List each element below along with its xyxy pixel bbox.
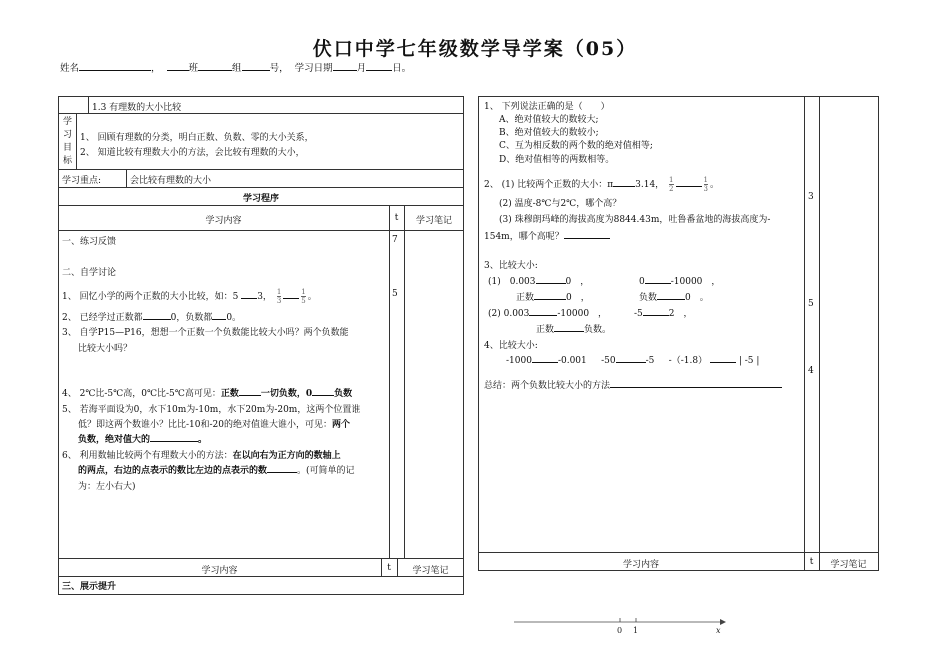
question-2 (62, 310, 241, 323)
question-5-line-2 (78, 417, 350, 430)
day-label: 日。 (392, 63, 412, 74)
problem-4-text: -50 (601, 356, 616, 366)
question-2-mid: 0，负数都 (170, 313, 213, 323)
problem-3-text: -5 (634, 309, 643, 319)
problem-2-part-3-cont (484, 229, 610, 242)
month-blank[interactable] (333, 60, 357, 71)
option-c: C、互为相反数的两个数的绝对值相等; (499, 141, 653, 151)
summary-text: 总结：两个负数比较大小的方法 (484, 381, 611, 391)
month-label: 月 (356, 63, 367, 74)
time-value: 7 (392, 235, 398, 245)
problem-2-part-1 (484, 176, 719, 193)
problem-4-text: -0.001 (557, 356, 587, 366)
answer-blank[interactable] (143, 310, 171, 320)
question-4-bold: 一切负数，0 (260, 389, 313, 399)
question-4-bold: 正数 (220, 389, 239, 399)
answer-blank[interactable] (283, 289, 299, 299)
question-1-end: 。 (307, 292, 317, 302)
question-5-bold: 负数，绝对值大的 (78, 435, 151, 445)
day-blank[interactable] (366, 60, 392, 71)
objective-2: 2、 知道比较有理数大小的方法，会比较有理数的大小， (80, 148, 305, 158)
answer-blank[interactable] (613, 177, 635, 187)
question-2-end: 0。 (226, 313, 242, 323)
problem-2-text: 154m，哪个高呢？ (484, 232, 564, 242)
number-line-zero-label: 0 (617, 626, 623, 635)
answer-blank[interactable] (532, 353, 558, 363)
time-value: 5 (808, 299, 814, 309)
question-2-text: 2、 已经学过正数都 (62, 313, 143, 323)
problem-3-text: 负数。 (584, 325, 612, 335)
bottom-header-content: 学习内容 (622, 560, 659, 570)
fraction: $\frac{1}{3}$ (703, 176, 708, 193)
fraction: $\frac{1}{2}$ (669, 176, 674, 193)
key-point-label: 学习重点: (62, 176, 102, 186)
answer-blank[interactable] (616, 353, 646, 363)
class-blank[interactable] (167, 60, 189, 71)
section-practice-feedback: 一、练习反馈 (62, 237, 117, 247)
bottom-header-t: t (809, 557, 814, 567)
question-6-text: 。(可简单的记 (297, 466, 355, 476)
question-6-bold: 在以向右为正方向的数轴上 (232, 451, 341, 461)
problem-1: 1、 下列说法正确的是（ ） (484, 102, 610, 112)
answer-blank[interactable] (710, 353, 736, 363)
question-6-text: 6、 利用数轴比较两个有理数大小的方法： (62, 451, 233, 461)
answer-blank[interactable] (534, 290, 566, 300)
answer-blank[interactable] (267, 463, 297, 473)
question-4 (62, 386, 352, 399)
problem-3-row (488, 306, 607, 319)
answer-blank[interactable] (150, 432, 198, 442)
option-b: B、绝对值较大的数较小; (499, 128, 599, 138)
objectives-label-char: 学 (63, 117, 73, 127)
problem-2-text: 2、 (1) 比较两个正数的大小：π (484, 180, 614, 190)
problem-3-row (634, 306, 693, 319)
answer-blank[interactable] (676, 177, 702, 187)
problem-4-text: -1000 (506, 356, 532, 366)
question-6-line-3: 为：左小右大) (78, 482, 136, 492)
problem-3-row (488, 274, 589, 287)
number-label: 号， (269, 63, 289, 74)
question-4-text: 4、 2℃比-5℃高，0℃比-5℃高可见： (62, 389, 221, 399)
problem-3-text: 正数 (536, 325, 555, 335)
problem-3-text: 0 (639, 277, 645, 287)
answer-blank[interactable] (554, 322, 584, 332)
question-1 (62, 288, 317, 305)
bottom-header-t: t (387, 563, 391, 573)
number-line-x-label: x (716, 626, 721, 635)
group-label: 组 (232, 63, 242, 74)
separator: ， (151, 63, 161, 74)
problem-2-text: 3.14， (635, 180, 665, 190)
answer-blank[interactable] (610, 378, 782, 388)
problem-3-text: 负数 (639, 293, 658, 303)
question-5-bold: 两个 (332, 420, 351, 430)
question-6-line-2 (78, 463, 355, 476)
question-1-text: 1、 回忆小学的两个正数的大小比较，如：5 (62, 292, 239, 302)
answer-blank[interactable] (657, 290, 685, 300)
question-5-text: 低？即这两个数谁小？比比-10和-20的绝对值谁大谁小，可见： (78, 420, 332, 430)
name-label: 姓名 (60, 63, 80, 74)
answer-blank[interactable] (529, 306, 557, 316)
fraction: $\frac{1}{5}$ (301, 288, 306, 305)
column-header-content: 学习内容 (205, 216, 242, 226)
problem-2-part-2: (2) 温度-8℃与2℃，哪个高？ (499, 199, 622, 209)
problem-3-heading: 3、比较大小: (484, 261, 538, 271)
number-line-arrow (720, 619, 726, 625)
fraction: $\frac{1}{3}$ (276, 288, 282, 305)
problem-3-text: 2 ， (668, 309, 693, 319)
number-line (510, 612, 730, 636)
option-a: A、绝对值较大的数较大; (499, 115, 599, 125)
time-value: 3 (808, 192, 814, 202)
problem-2-part-3: (3) 珠穆朗玛峰的海拔高度为8844.43m，吐鲁番盆地的海拔高度为- (499, 215, 771, 225)
objective-1: 1、 回顾有理数的分类，明白正数、负数、零的大小关系， (80, 133, 314, 143)
time-value: 4 (808, 366, 814, 376)
section-self-study: 二、自学讨论 (62, 268, 117, 278)
problem-3-text: 正数 (516, 293, 535, 303)
problem-3-text: -10000 ， (670, 277, 721, 287)
column-header-notes: 学习笔记 (415, 216, 452, 226)
answer-blank[interactable] (239, 386, 261, 396)
problem-3-text: 0 。 (685, 293, 709, 303)
name-blank[interactable] (79, 60, 151, 71)
date-label: 学习日期 (294, 63, 333, 74)
problem-3-row (639, 290, 709, 303)
bottom-header-notes: 学习笔记 (830, 560, 867, 570)
problem-4-text: -（-1.8） (668, 356, 708, 366)
option-d: D、绝对值相等的两数相等。 (499, 155, 615, 165)
question-4-bold: 负数 (334, 389, 353, 399)
number-line-one-label: 1 (633, 626, 639, 635)
column-header-t: t (394, 213, 399, 223)
answer-blank[interactable] (241, 289, 257, 299)
answer-blank[interactable] (212, 310, 226, 320)
answer-blank[interactable] (643, 306, 669, 316)
problem-3-text: -10000 ， (557, 309, 608, 319)
question-6-bold: 的两点，右边的点表示的数比左边的点表示的数 (78, 466, 268, 476)
objectives-label (63, 116, 72, 168)
answer-blank[interactable] (536, 274, 566, 284)
group-blank[interactable] (198, 60, 232, 71)
problem-3-row (536, 322, 611, 335)
problem-3-text: (2) 0.003 (488, 309, 530, 319)
problem-3-text: 0 ， (566, 293, 590, 303)
problem-3-row (516, 290, 590, 303)
summary (484, 378, 782, 391)
student-info-line (60, 60, 411, 74)
bottom-header-content: 学习内容 (201, 566, 238, 576)
lesson-title: 1.3 有理数的大小比较 (92, 103, 182, 113)
objectives-label-char: 标 (63, 156, 73, 166)
key-point-text: 会比较有理数的大小 (130, 176, 212, 186)
time-value: 5 (392, 289, 398, 299)
problem-2-end: 。 (709, 180, 719, 190)
problem-3-row (639, 274, 720, 287)
page-title: 伏口中学七年级数学导学案（05） (312, 38, 638, 60)
problem-4-text: | -5 | (738, 356, 760, 366)
problem-4-heading: 4、比较大小: (484, 341, 538, 351)
question-1-mid: 3， (257, 292, 272, 302)
answer-blank[interactable] (312, 386, 334, 396)
question-5-line-1: 5、 若海平面设为0，水下10m为-10m，水下20m为-20m，这两个位置谁 (62, 405, 361, 415)
question-5-end: 。 (198, 435, 208, 445)
bottom-header-notes: 学习笔记 (412, 566, 449, 576)
program-heading: 学习程序 (242, 194, 279, 204)
question-6-line-1 (62, 448, 341, 461)
answer-blank[interactable] (645, 274, 671, 284)
problem-4-row (506, 353, 759, 366)
problem-3-text: 0 ， (565, 277, 590, 287)
problem-3-text: (1) 0.003 (488, 277, 536, 287)
class-label: 班 (188, 63, 199, 74)
question-3-line-2: 比较大小吗？ (78, 344, 133, 354)
objectives-label-char: 目 (63, 143, 73, 153)
question-5-line-3 (78, 432, 207, 445)
answer-blank[interactable] (564, 229, 610, 239)
objectives-label-char: 习 (63, 130, 73, 140)
problem-4-text: -5 (645, 356, 655, 366)
number-blank[interactable] (242, 60, 270, 71)
section-showcase: 三、展示提升 (62, 582, 117, 592)
question-3-line-1: 3、 自学P15—P16，想想一个正数一个负数能比较大小吗？两个负数能 (62, 328, 349, 338)
